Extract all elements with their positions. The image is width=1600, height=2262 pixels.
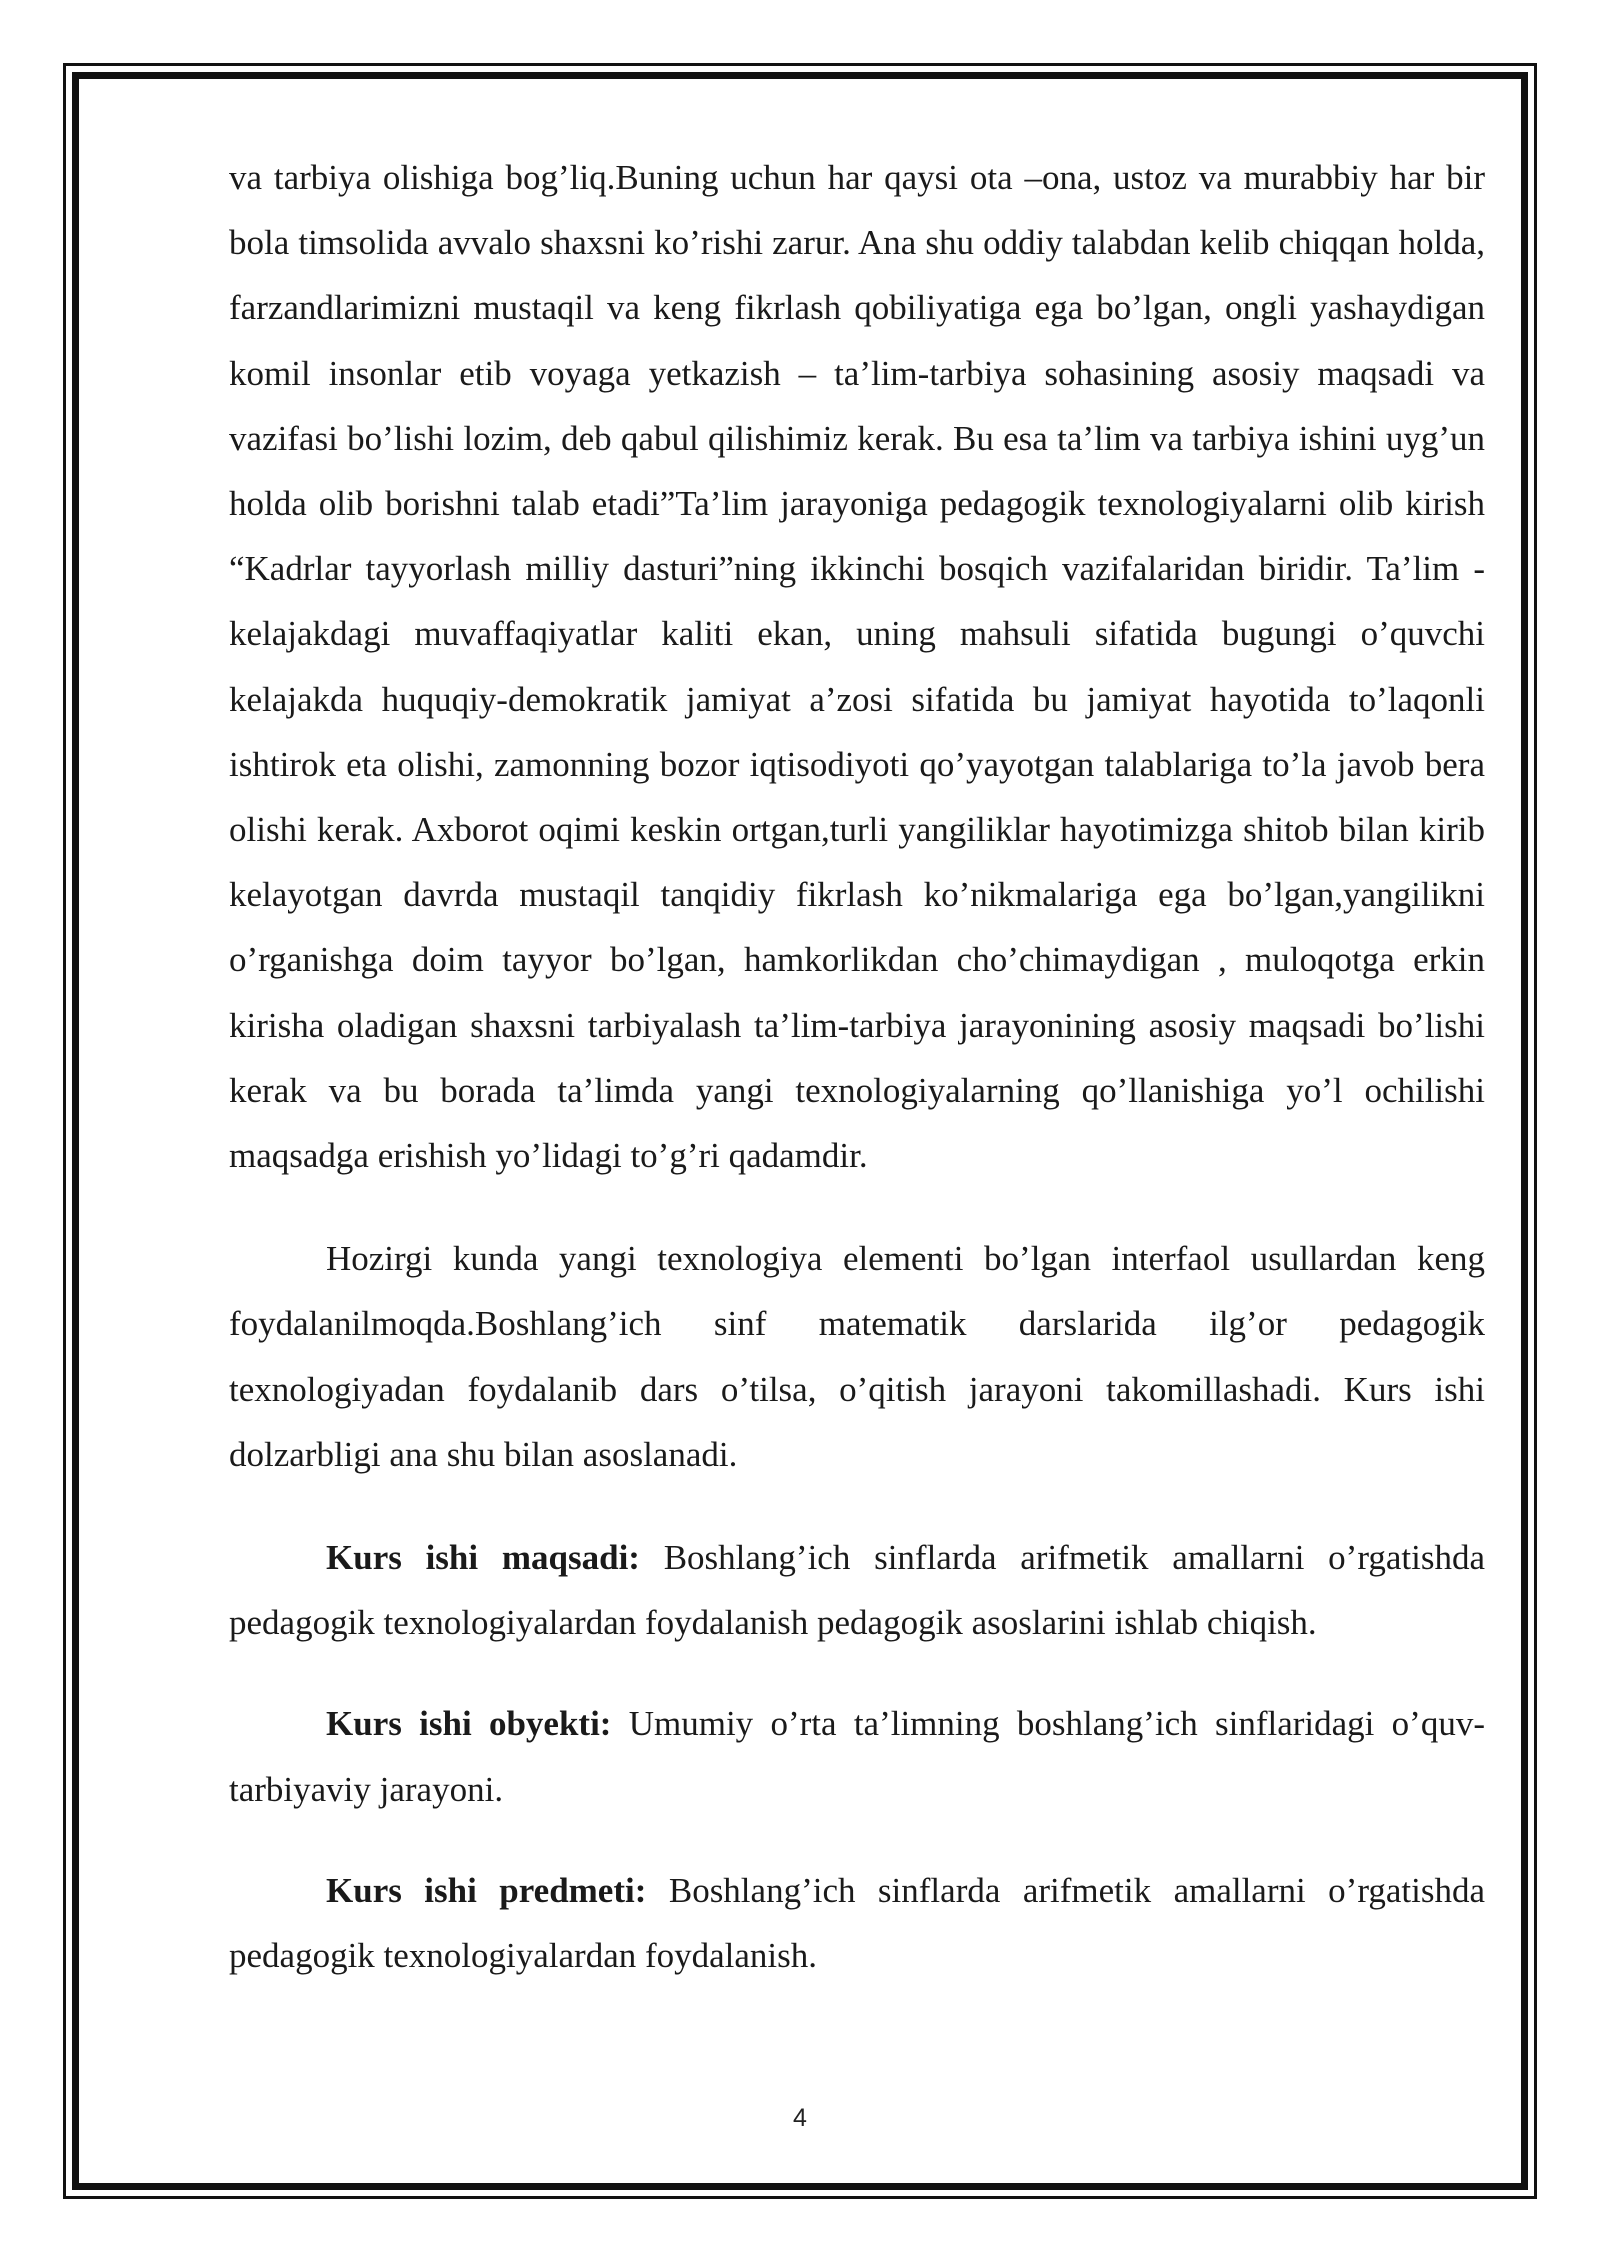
subject-label: Kurs ishi predmeti:: [326, 1870, 647, 1910]
object-label: Kurs ishi obyekti:: [326, 1704, 612, 1744]
object-paragraph: [229, 1691, 1485, 1821]
page-number: 4: [793, 2104, 807, 2132]
body-paragraph-relevance: Hozirgi kunda yangi texnologiya elementi bo’lgan interfaol usullardan keng foydalanilmoqda.Boshlang’ich sinf matematik darslarida ilg’or pedagogik texnologiyadan foydalanib dars o’tilsa, o’qitish jarayoni takomillashadi. Kurs ishi dolzarbligi ana shu bilan asoslanadi.: [229, 1239, 1485, 1474]
goal-paragraph: [229, 1525, 1485, 1655]
goal-text: Boshlang’ich sinflarda arifmetik amallarni o’rgatishda pedagogik texnologiyalardan foydalanish pedagogik asoslarini ishlab chiqish.: [229, 1538, 1485, 1643]
goal-label: Kurs ishi maqsadi:: [326, 1538, 640, 1578]
object-text: Umumiy o’rta ta’limning boshlang’ich sinflaridagi o’quv-tarbiyaviy jarayoni.: [229, 1704, 1485, 1809]
subject-text: Boshlang’ich sinflarda arifmetik amallarni o’rgatishda pedagogik texnologiyalardan foydalanish.: [229, 1870, 1485, 1976]
document-body: [229, 145, 1485, 1988]
body-paragraph-continuation: va tarbiya olishiga bog’liq.Buning uchun har qaysi ota –ona, ustoz va murabbiy har bir bola timsolida avvalo shaxsni ko’rishi zarur. Ana shu oddiy talabdan kelib chiqqan holda, farzandlarimizni mustaqil va keng fikrlash qobiliyatiga ega bo’lgan, ongli yashaydigan komil insonlar etib voyaga yetkazish – ta’lim-tarbiya sohasining asosiy maqsadi va vazifasi bo’lishi lozim, deb qabul qilishimiz kerak. Bu esa ta’lim va tarbiya ishini uyg’un holda olib borishni talab etadi”Ta’lim jarayoniga pedagogik texnologiyalarni olib kirish “Kadrlar tayyorlash milliy dasturi”ning ikkinchi bosqich vazifalaridan biridir. Ta’lim - kelajakdagi muvaffaqiyatlar kaliti ekan, uning mahsuli sifatida bugungi o’quvchi kelajakda huquqiy-demokratik jamiyat a’zosi sifatida bu jamiyat hayotida to’laqonli ishtirok eta olishi, zamonning bozor iqtisodiyoti qo’yayotgan talablariga to’la javob bera olishi kerak. Axborot oqimi keskin ortgan,turli yangiliklar hayotimizga shitob bilan kirib kelayotgan davrda mustaqil tanqidiy fikrlash ko’nikmalariga ega bo’lgan,yangilikni o’rganishga doim tayyor bo’lgan, hamkorlikdan cho’chimaydigan , muloqotga erkin kirisha oladigan shaxsni tarbiyalash ta’lim-tarbiya jarayonining asosiy maqsadi bo’lishi kerak va bu borada ta’limda yangi texnologiyalarning qo’llanishiga yo’l ochilishi maqsadga erishish yo’lidagi to’g’ri qadamdir.: [229, 158, 1485, 1176]
subject-paragraph: [229, 1858, 1485, 1988]
